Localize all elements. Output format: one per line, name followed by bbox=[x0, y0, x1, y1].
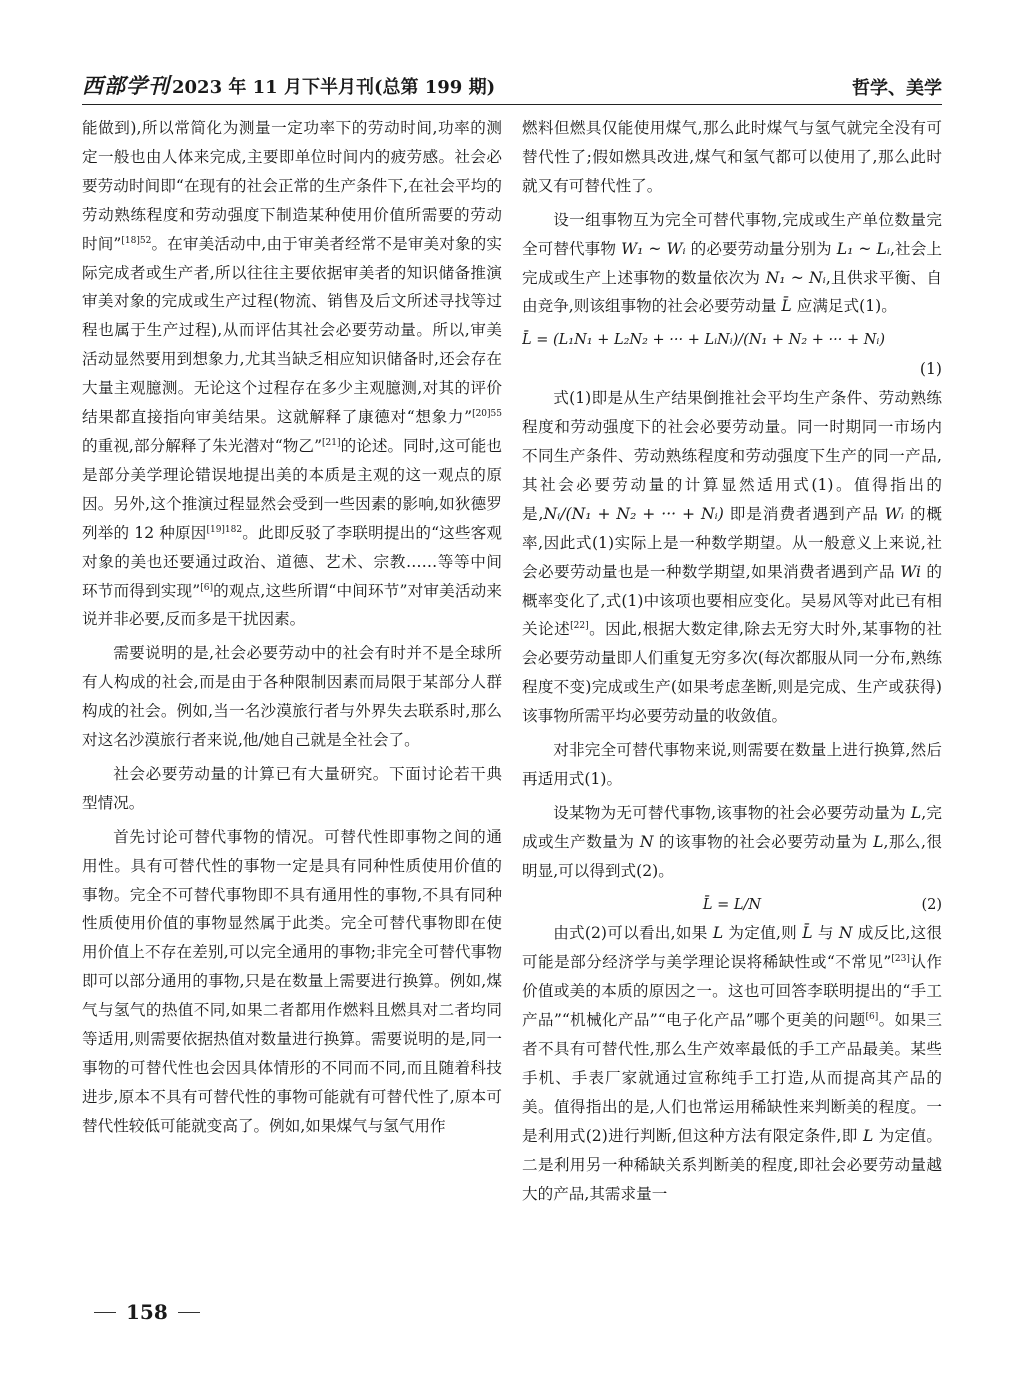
text-run: 为定值,则 bbox=[723, 924, 803, 943]
folio-dash-left bbox=[94, 1312, 116, 1313]
equation-1 bbox=[522, 326, 942, 355]
right-column bbox=[522, 114, 942, 1284]
citation: [18]52 bbox=[121, 235, 152, 246]
left-column bbox=[82, 114, 502, 1284]
paragraph: 首先讨论可替代事物的情况。可替代性即事物之间的通用性。具有可替代性的事物一定是具有同种性质使用价值的事物。完全不可替代事物即不具有通用性的事物,不具有同种性质使用价值的事物显然属于此类。完全可替代事物即在使用价值上不存在差别,可以完全通用的事物;非完全可替代事物即可以部分通用的事物,只是在数量上需要进行换算。例如,煤气与氢气的热值不同,如果二者都用作燃料且燃具对二者均同等适用,则需要依据热值对数量进行换算。需要说明的是,同一事物的可替代性也会因具体情形的不同而不同,而且随着科技进步,原本不具有可替代性的事物可能就有可替代性了,原本可替代性较低可能就变高了。例如,如果煤气与氢气用作 bbox=[82, 827, 502, 1135]
page-number: 158 bbox=[126, 1300, 168, 1324]
text-run: 认作价值或美的本质的原因之一。这也可回答李联明提出的“手工产品”“机械化产品”“电子化产品”哪个更美的问题 bbox=[522, 953, 942, 1030]
equation-number: (1) bbox=[919, 360, 942, 379]
citation: [21] bbox=[322, 437, 341, 448]
journal-masthead: 西部学刊 bbox=[82, 73, 170, 98]
text-run: 的论述。同时,这可能也是部分美学理论错误地提出美的本质是主观的这一观点的原因。另外,这个推演过程显然会受到一些因素的影响,如狄德罗列举的 12 种原因 bbox=[82, 436, 502, 542]
text-run: ,社会上完成或生产上述事物的数量依次为 bbox=[522, 239, 942, 287]
math-symbol: L bbox=[873, 832, 884, 851]
text-run: ,且供求平衡、自由竞争,则该组事物的社会必要劳动量 bbox=[522, 268, 942, 316]
citation: [22] bbox=[570, 621, 589, 632]
text-run: 应满足式(1)。 bbox=[791, 297, 897, 316]
equation-number: (2) bbox=[921, 896, 942, 913]
running-head bbox=[82, 70, 942, 105]
text-run: 。此即反驳了李联明提出的“这些客观对象的美也还要通过政治、道德、艺术、宗教……等等中间环节而得到实现” bbox=[82, 523, 502, 600]
paragraph bbox=[522, 919, 942, 1208]
equation-body: L̄ = L/N bbox=[702, 896, 762, 913]
paragraph: 对非完全可替代事物来说,则需要在数量上进行换算,然后再适用式(1)。 bbox=[522, 741, 942, 788]
text-run: ,完成或生产数量为 bbox=[522, 803, 942, 851]
text-run: 。在审美活动中,由于审美者经常不是审美对象的实际完成者或生产者,所以往往主要依据审美者的知识储备推演审美对象的完成或生产过程(物流、销售及后文所述寻找等过程也属于生产过程),从而评估其社会必要劳动量。所以,审美活动显然要用到想象力,尤其当缺乏相应知识储备时,还会存在大量主观臆测。无论这个过程存在多少主观臆测,对其的评价结果都直接指向审美结果。这就解释了康德对“想象力” bbox=[82, 234, 502, 427]
text-run: 为定值。二是利用另一种稀缺关系判断美的程度,即社会必要劳动量越大的产品,其需求量一 bbox=[522, 1126, 942, 1203]
paragraph: 燃料但燃具仅能使用煤气,那么此时煤气与氢气就完全没有可替代性了;假如燃具改进,煤气和氢气都可以使用了,那么此时就又有可替代性了。 bbox=[522, 119, 942, 195]
text-run: 成反比,这很可能是部分经济学与美学理论误将稀缺性或“不常见” bbox=[522, 924, 942, 972]
math-symbol: L bbox=[910, 803, 922, 822]
text-run: 的概率变化了,式(1)中该项也要相应变化。吴易风等对此已有相关论述 bbox=[522, 562, 942, 639]
text-run: ,那么,很明显,可以得到式(2)。 bbox=[522, 832, 942, 880]
citation: [23] bbox=[891, 954, 910, 965]
paragraph: 社会必要劳动量的计算已有大量研究。下面讨论若干典型情况。 bbox=[82, 764, 502, 812]
text-run: 的重视,部分解释了朱光潜对“物乙” bbox=[82, 436, 323, 455]
math-symbol: N bbox=[639, 832, 654, 851]
section-name: 哲学、美学 bbox=[852, 78, 942, 99]
issue-info: 2023 年 11 月下半月刊(总第 199 期) bbox=[172, 77, 496, 98]
paragraph: 需要说明的是,社会必要劳动中的社会有时并不是全球所有人构成的社会,而是由于各种限制因素而局限于某部分人群构成的社会。例如,当一名沙漠旅行者与外界失去联系时,那么对这名沙漠旅行者来说,他/她自己就是全社会了。 bbox=[82, 644, 502, 750]
text-run: 的必要劳动量分别为 bbox=[685, 239, 837, 258]
equation-body: L̄ = (L₁N₁ + L₂N₂ + ··· + LᵢNᵢ)/(N₁ + N₂ + ··· + Nᵢ) bbox=[522, 332, 886, 349]
text-run: 式(1)即是从生产结果倒推社会平均生产条件、劳动熟练程度和劳动强度下的社会必要劳动量。同一时期同一市场内不同生产条件、劳动熟练程度和劳动强度下生产的同一产品,其社会必要劳动量的计算显然适用式(1)。值得指出的是, bbox=[522, 389, 942, 523]
citation: [6] bbox=[865, 1012, 879, 1022]
text-run: 的观点,这些所谓“中间环节”对审美活动来说并非必要,反而多是干扰因素。 bbox=[82, 581, 502, 629]
citation: [6] bbox=[200, 582, 213, 593]
folio-dash-right bbox=[178, 1312, 200, 1313]
text-run: 。因此,根据大数定律,除去无穷大时外,某事物的社会必要劳动量即人们重复无穷多次(每次都服从同一分布,熟练程度不变)完成或生产(如果考虑垄断,则是完成、生产或获得)该事物所需平均必要劳动量的收敛值。 bbox=[522, 620, 942, 726]
text-run: 。如果三者不具有可替代性,那么生产效率最低的手工产品最美。某些手机、手表厂家就通过宣称纯手工打造,从而提高其产品的美。值得指出的是,人们也常运用稀缺性来判断美的程度。一是利用式(2)进行判断,但这种方法有限定条件,即 bbox=[522, 1011, 942, 1145]
text-run: 设某物为无可替代事物,该事物的社会必要劳动量为 bbox=[553, 803, 911, 822]
math-symbol: L̄ bbox=[781, 297, 792, 316]
text-run: 的该事物的社会必要劳动量为 bbox=[653, 832, 874, 851]
text-run: 设一组事物互为完全可替代事物,完成或生产单位数量完全可替代事物 bbox=[522, 210, 942, 258]
equation-number-row bbox=[522, 355, 942, 384]
math-symbol: L bbox=[862, 1126, 874, 1145]
text-run: 的概率,因此式(1)实际上是一种数学期望。从一般意义上来说,社会必要劳动量也是一种数学期望,如果消费者遇到产品 bbox=[522, 504, 942, 581]
math-symbol: Nᵢ/(N₁ + N₂ + ··· + Nᵢ) bbox=[543, 504, 724, 523]
page-footer bbox=[94, 1300, 200, 1324]
paragraph bbox=[522, 799, 942, 886]
paragraph bbox=[82, 114, 502, 634]
math-symbol: W₁ ~ Wᵢ bbox=[621, 239, 686, 258]
math-symbol: L₁ ~ Lᵢ bbox=[836, 239, 890, 258]
text-run: 由式(2)可以看出,如果 bbox=[553, 924, 713, 943]
math-symbol: Wi bbox=[900, 562, 922, 581]
math-symbol: Wᵢ bbox=[884, 504, 904, 523]
math-symbol: N bbox=[838, 924, 853, 943]
equation-2 bbox=[522, 891, 942, 920]
math-symbol: L̄ bbox=[802, 924, 813, 943]
text-run: 即是消费者遇到产品 bbox=[723, 504, 885, 523]
math-symbol: N₁ ~ Nᵢ bbox=[765, 268, 826, 287]
citation: [20]55 bbox=[472, 408, 502, 419]
text-run: 能做到),所以常简化为测量一定功率下的劳动时间,功率的测定一般也由人体来完成,主要即单位时间内的疲劳感。社会必要劳动时间即“在现有的社会正常的生产条件下,在社会平均的劳动熟练程度和劳动强度下制造某种使用价值所需要的劳动时间” bbox=[82, 119, 502, 253]
text-run: 与 bbox=[812, 924, 839, 943]
running-head-left bbox=[82, 70, 495, 100]
paragraph bbox=[522, 206, 942, 322]
paragraph bbox=[522, 384, 942, 731]
citation: [19]182 bbox=[206, 524, 243, 535]
math-symbol: L bbox=[712, 924, 724, 943]
body-columns bbox=[82, 114, 942, 1284]
